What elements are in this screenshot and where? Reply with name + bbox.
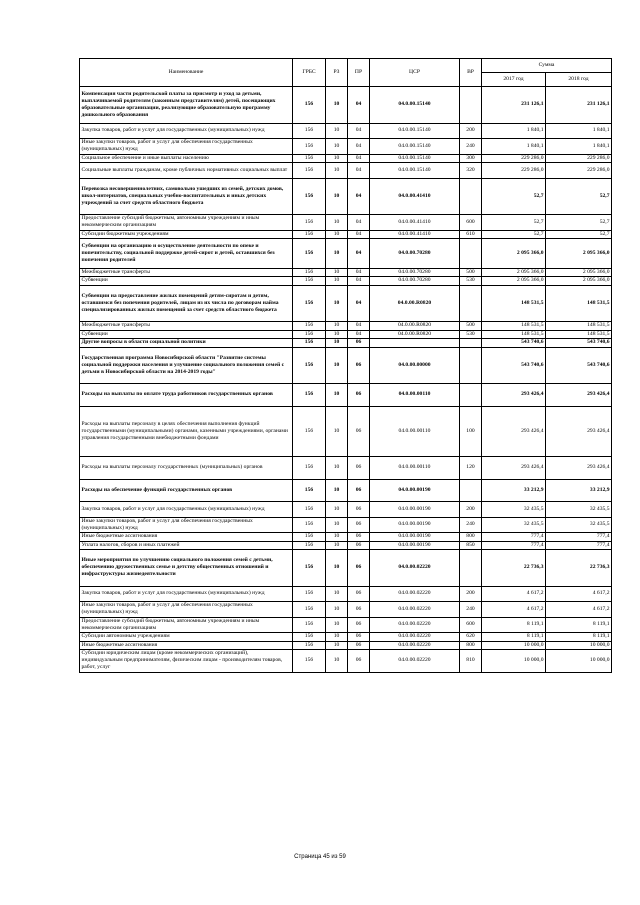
row-pr: 06 bbox=[348, 550, 370, 587]
row-sum-2017: 543 740,6 bbox=[482, 347, 546, 384]
row-csr: 04.0.00.R0820 bbox=[370, 330, 460, 339]
row-grbs: 156 bbox=[293, 541, 326, 550]
row-grbs: 156 bbox=[293, 277, 326, 286]
row-csr: 04.0.00.15140 bbox=[370, 139, 460, 155]
row-sum-2018: 293 426,4 bbox=[546, 384, 612, 407]
row-rz: 10 bbox=[326, 479, 348, 502]
header-2018: 2018 год bbox=[546, 73, 612, 87]
row-sum-2017: 8 119,1 bbox=[482, 633, 546, 642]
row-name: Субвенции bbox=[80, 330, 293, 339]
row-rz: 10 bbox=[326, 239, 348, 269]
row-sum-2018: 543 740,6 bbox=[546, 339, 612, 348]
row-csr: 04.0.00.00190 bbox=[370, 502, 460, 518]
row-csr: 04.0.00.00190 bbox=[370, 479, 460, 502]
row-sum-2017: 22 736,3 bbox=[482, 550, 546, 587]
row-name: Расходы на выплаты персоналу в целях обеспечения выполнения функций государственными (муниципальными) органами, казенными учреждениями, органами управления государственными внебюджетными фондами bbox=[80, 406, 293, 457]
row-sum-2018: 231 126,1 bbox=[546, 87, 612, 124]
row-grbs: 156 bbox=[293, 339, 326, 348]
row-vr: 530 bbox=[460, 330, 482, 339]
header-rz: РЗ bbox=[326, 59, 348, 87]
row-pr: 04 bbox=[348, 178, 370, 215]
row-rz: 10 bbox=[326, 285, 348, 322]
row-sum-2018: 52,7 bbox=[546, 178, 612, 215]
row-sum-2018: 229 286,0 bbox=[546, 163, 612, 179]
row-vr: 240 bbox=[460, 602, 482, 618]
row-grbs: 156 bbox=[293, 322, 326, 331]
row-grbs: 156 bbox=[293, 617, 326, 633]
row-sum-2018: 148 531,5 bbox=[546, 322, 612, 331]
row-pr: 06 bbox=[348, 457, 370, 480]
header-vr: ВР bbox=[460, 59, 482, 87]
row-grbs: 156 bbox=[293, 123, 326, 139]
row-csr: 04.0.00.02220 bbox=[370, 602, 460, 618]
row-name: Предоставление субсидий бюджетным, автономным учреждениям и иным некоммерческим организациям bbox=[80, 215, 293, 231]
row-sum-2017: 4 617,2 bbox=[482, 586, 546, 602]
row-sum-2017: 32 435,5 bbox=[482, 502, 546, 518]
row-csr: 04.0.00.00190 bbox=[370, 541, 460, 550]
table-row bbox=[80, 617, 612, 633]
row-rz: 10 bbox=[326, 406, 348, 457]
table-row bbox=[80, 139, 612, 155]
row-vr: 320 bbox=[460, 163, 482, 179]
row-name: Субвенции bbox=[80, 277, 293, 286]
row-rz: 10 bbox=[326, 277, 348, 286]
header-sum: Сумма bbox=[482, 59, 612, 73]
row-vr: 100 bbox=[460, 406, 482, 457]
row-sum-2018: 8 119,1 bbox=[546, 633, 612, 642]
row-sum-2017: 148 531,5 bbox=[482, 285, 546, 322]
row-rz: 10 bbox=[326, 533, 348, 542]
row-csr: 04.0.00.70280 bbox=[370, 268, 460, 277]
row-rz: 10 bbox=[326, 457, 348, 480]
row-csr: 04.0.00.00110 bbox=[370, 457, 460, 480]
table-row bbox=[80, 586, 612, 602]
table-row bbox=[80, 87, 612, 124]
row-vr bbox=[460, 339, 482, 348]
row-sum-2017: 2 095 366,0 bbox=[482, 239, 546, 269]
row-pr: 06 bbox=[348, 650, 370, 673]
row-vr bbox=[460, 285, 482, 322]
row-sum-2017: 293 426,4 bbox=[482, 457, 546, 480]
header-grbs: ГРБС bbox=[293, 59, 326, 87]
row-name: Социальное обеспечение и иные выплаты населению bbox=[80, 154, 293, 163]
row-name: Предоставление субсидий бюджетным, автономным учреждениям и иным некоммерческим организациям bbox=[80, 617, 293, 633]
row-grbs: 156 bbox=[293, 502, 326, 518]
table-row bbox=[80, 347, 612, 384]
row-pr: 06 bbox=[348, 617, 370, 633]
row-rz: 10 bbox=[326, 330, 348, 339]
row-pr: 04 bbox=[348, 239, 370, 269]
row-vr: 200 bbox=[460, 502, 482, 518]
row-rz: 10 bbox=[326, 163, 348, 179]
table-row bbox=[80, 330, 612, 339]
table-row bbox=[80, 339, 612, 348]
row-sum-2017: 10 000,0 bbox=[482, 650, 546, 673]
row-vr: 240 bbox=[460, 139, 482, 155]
table-row bbox=[80, 215, 612, 231]
row-sum-2017: 4 617,2 bbox=[482, 602, 546, 618]
table-row bbox=[80, 533, 612, 542]
row-pr: 04 bbox=[348, 330, 370, 339]
row-name: Закупка товаров, работ и услуг для государственных (муниципальных) нужд bbox=[80, 502, 293, 518]
row-name: Иные бюджетные ассигнования bbox=[80, 641, 293, 650]
row-sum-2018: 52,7 bbox=[546, 215, 612, 231]
row-sum-2017: 777,4 bbox=[482, 533, 546, 542]
row-grbs: 156 bbox=[293, 602, 326, 618]
row-pr: 04 bbox=[348, 322, 370, 331]
row-rz: 10 bbox=[326, 347, 348, 384]
row-csr: 04.0.00.02220 bbox=[370, 550, 460, 587]
table-row bbox=[80, 268, 612, 277]
row-sum-2017: 52,7 bbox=[482, 215, 546, 231]
row-vr bbox=[460, 384, 482, 407]
row-sum-2018: 293 426,4 bbox=[546, 406, 612, 457]
row-grbs: 156 bbox=[293, 586, 326, 602]
row-rz: 10 bbox=[326, 586, 348, 602]
table-row bbox=[80, 502, 612, 518]
row-pr: 04 bbox=[348, 285, 370, 322]
row-name: Расходы на обеспечение функций государственных органов bbox=[80, 479, 293, 502]
row-sum-2018: 52,7 bbox=[546, 230, 612, 239]
table-row bbox=[80, 163, 612, 179]
row-sum-2018: 4 617,2 bbox=[546, 602, 612, 618]
row-name: Межбюджетные трансферты bbox=[80, 322, 293, 331]
row-rz: 10 bbox=[326, 154, 348, 163]
table-row bbox=[80, 178, 612, 215]
row-pr: 04 bbox=[348, 139, 370, 155]
row-sum-2018: 8 119,1 bbox=[546, 617, 612, 633]
table-row bbox=[80, 230, 612, 239]
row-rz: 10 bbox=[326, 541, 348, 550]
row-csr: 04.0.00.00110 bbox=[370, 406, 460, 457]
row-sum-2018: 229 286,0 bbox=[546, 154, 612, 163]
row-csr: 04.0.00.02220 bbox=[370, 586, 460, 602]
row-rz: 10 bbox=[326, 633, 348, 642]
row-grbs: 156 bbox=[293, 633, 326, 642]
row-grbs: 156 bbox=[293, 347, 326, 384]
row-name: Компенсация части родительской платы за присмотр и уход за детьми, выплачиваемой родителям (законным представителям) детей, посещающих образовательные организации, реализующие образовательную программу дошкольного образования bbox=[80, 87, 293, 124]
row-sum-2018: 4 617,2 bbox=[546, 586, 612, 602]
row-rz: 10 bbox=[326, 139, 348, 155]
table-row bbox=[80, 239, 612, 269]
row-rz: 10 bbox=[326, 123, 348, 139]
row-rz: 10 bbox=[326, 517, 348, 533]
row-csr: 04.0.00.70280 bbox=[370, 239, 460, 269]
row-name: Расходы на выплаты персоналу государственных (муниципальных) органов bbox=[80, 457, 293, 480]
row-sum-2018: 543 740,6 bbox=[546, 347, 612, 384]
row-sum-2017: 229 286,0 bbox=[482, 163, 546, 179]
row-grbs: 156 bbox=[293, 641, 326, 650]
row-rz: 10 bbox=[326, 502, 348, 518]
row-sum-2018: 148 531,5 bbox=[546, 330, 612, 339]
row-vr: 530 bbox=[460, 277, 482, 286]
table-row bbox=[80, 277, 612, 286]
row-pr: 06 bbox=[348, 347, 370, 384]
row-sum-2017: 52,7 bbox=[482, 230, 546, 239]
row-grbs: 156 bbox=[293, 330, 326, 339]
row-name: Социальные выплаты гражданам, кроме публичных нормативных социальных выплат bbox=[80, 163, 293, 179]
row-sum-2018: 777,4 bbox=[546, 541, 612, 550]
row-sum-2017: 1 840,1 bbox=[482, 123, 546, 139]
row-csr: 04.0.00.41410 bbox=[370, 178, 460, 215]
row-name: Иные закупки товаров, работ и услуг для обеспечения государственных (муниципальных) нужд bbox=[80, 139, 293, 155]
row-name: Межбюджетные трансферты bbox=[80, 268, 293, 277]
page-number: Страница 45 из 59 bbox=[294, 854, 346, 860]
table-row bbox=[80, 602, 612, 618]
budget-sheet bbox=[79, 58, 611, 673]
row-csr: 04.0.00.02220 bbox=[370, 633, 460, 642]
row-name: Субвенции на организацию и осуществление деятельности по опеке и попечительству, социальной поддержке детей-сирот и детей, оставшихся без попечения родителей bbox=[80, 239, 293, 269]
row-name: Иные закупки товаров, работ и услуг для обеспечения государственных (муниципальных) нужд bbox=[80, 602, 293, 618]
row-vr: 800 bbox=[460, 641, 482, 650]
table-row bbox=[80, 650, 612, 673]
table-row bbox=[80, 550, 612, 587]
row-name: Субсидии автономным учреждениям bbox=[80, 633, 293, 642]
row-rz: 10 bbox=[326, 550, 348, 587]
row-name: Иные мероприятия по улучшению социального положения семей с детьми, обеспечению дружественных семье и детству общественных отношений и инфраструктуры жизнедеятельности bbox=[80, 550, 293, 587]
row-grbs: 156 bbox=[293, 550, 326, 587]
row-csr: 04.0.00.15140 bbox=[370, 87, 460, 124]
row-pr: 06 bbox=[348, 641, 370, 650]
row-vr: 620 bbox=[460, 633, 482, 642]
row-sum-2018: 10 000,0 bbox=[546, 641, 612, 650]
row-name: Государственная программа Новосибирской области "Развитие системы социальной поддержки населения и улучшение социального положения семей с детьми в Новосибирской области на 2014-2019 годы" bbox=[80, 347, 293, 384]
row-vr: 240 bbox=[460, 517, 482, 533]
row-grbs: 156 bbox=[293, 517, 326, 533]
row-sum-2018: 32 435,5 bbox=[546, 517, 612, 533]
table-body bbox=[80, 87, 612, 673]
table-row bbox=[80, 406, 612, 457]
row-sum-2017: 2 095 366,0 bbox=[482, 277, 546, 286]
row-grbs: 156 bbox=[293, 285, 326, 322]
row-pr: 06 bbox=[348, 384, 370, 407]
row-rz: 10 bbox=[326, 617, 348, 633]
row-grbs: 156 bbox=[293, 457, 326, 480]
row-name: Закупка товаров, работ и услуг для государственных (муниципальных) нужд bbox=[80, 123, 293, 139]
row-vr: 200 bbox=[460, 123, 482, 139]
row-name: Уплата налогов, сборов и иных платежей bbox=[80, 541, 293, 550]
row-sum-2017: 1 840,1 bbox=[482, 139, 546, 155]
row-pr: 04 bbox=[348, 215, 370, 231]
row-name: Иные закупки товаров, работ и услуг для обеспечения государственных (муниципальных) нужд bbox=[80, 517, 293, 533]
table-row bbox=[80, 154, 612, 163]
row-vr bbox=[460, 550, 482, 587]
row-sum-2017: 543 740,6 bbox=[482, 339, 546, 348]
row-pr: 04 bbox=[348, 87, 370, 124]
row-pr: 06 bbox=[348, 517, 370, 533]
row-rz: 10 bbox=[326, 602, 348, 618]
row-grbs: 156 bbox=[293, 650, 326, 673]
row-csr: 04.0.00.00190 bbox=[370, 533, 460, 542]
row-csr: 04.0.00.R0820 bbox=[370, 285, 460, 322]
row-vr: 600 bbox=[460, 215, 482, 231]
row-sum-2018: 148 531,5 bbox=[546, 285, 612, 322]
row-pr: 04 bbox=[348, 268, 370, 277]
row-name: Субсидии юридическим лицам (кроме некоммерческих организаций), индивидуальным предпринимателям, физическим лицам - производителям товаров, работ, услуг bbox=[80, 650, 293, 673]
row-sum-2017: 8 119,1 bbox=[482, 617, 546, 633]
row-grbs: 156 bbox=[293, 215, 326, 231]
row-vr bbox=[460, 347, 482, 384]
row-vr: 610 bbox=[460, 230, 482, 239]
row-name: Субвенции на предоставление жилых помещений детям-сиротам и детям, оставшимся без попечения родителей, лицам из их числа по договорам найма специализированных жилых помещений за счет средств областного бюджета bbox=[80, 285, 293, 322]
row-pr: 06 bbox=[348, 541, 370, 550]
row-sum-2017: 32 435,5 bbox=[482, 517, 546, 533]
row-grbs: 156 bbox=[293, 87, 326, 124]
row-csr: 04.0.00.00000 bbox=[370, 347, 460, 384]
row-vr bbox=[460, 239, 482, 269]
table-row bbox=[80, 457, 612, 480]
row-sum-2018: 2 095 366,0 bbox=[546, 268, 612, 277]
row-grbs: 156 bbox=[293, 533, 326, 542]
row-sum-2018: 32 435,5 bbox=[546, 502, 612, 518]
row-pr: 06 bbox=[348, 586, 370, 602]
row-rz: 10 bbox=[326, 215, 348, 231]
row-sum-2017: 231 126,1 bbox=[482, 87, 546, 124]
row-sum-2018: 22 736,3 bbox=[546, 550, 612, 587]
row-pr: 06 bbox=[348, 602, 370, 618]
row-csr: 04.0.00.R0820 bbox=[370, 322, 460, 331]
row-name: Перевозка несовершеннолетних, самовольно ушедших из семей, детских домов, школ-интернатов, специальных учебно-воспитательных и иных детских учреждений за счет средств областного бюджета bbox=[80, 178, 293, 215]
row-rz: 10 bbox=[326, 230, 348, 239]
header-row bbox=[80, 59, 612, 73]
header-pr: ПР bbox=[348, 59, 370, 87]
row-rz: 10 bbox=[326, 87, 348, 124]
row-sum-2018: 33 212,9 bbox=[546, 479, 612, 502]
row-csr: 04.0.00.41410 bbox=[370, 230, 460, 239]
row-csr: 04.0.00.00110 bbox=[370, 384, 460, 407]
row-pr: 04 bbox=[348, 123, 370, 139]
row-grbs: 156 bbox=[293, 268, 326, 277]
row-sum-2017: 229 286,0 bbox=[482, 154, 546, 163]
row-sum-2017: 10 000,0 bbox=[482, 641, 546, 650]
row-name: Расходы на выплаты по оплате труда работников государственных органов bbox=[80, 384, 293, 407]
row-pr: 04 bbox=[348, 230, 370, 239]
row-name: Закупка товаров, работ и услуг для государственных (муниципальных) нужд bbox=[80, 586, 293, 602]
row-grbs: 156 bbox=[293, 139, 326, 155]
row-pr: 06 bbox=[348, 533, 370, 542]
budget-table bbox=[79, 58, 612, 673]
row-rz: 10 bbox=[326, 178, 348, 215]
row-grbs: 156 bbox=[293, 384, 326, 407]
row-rz: 10 bbox=[326, 384, 348, 407]
row-vr: 810 bbox=[460, 650, 482, 673]
row-sum-2018: 2 095 366,0 bbox=[546, 239, 612, 269]
row-sum-2017: 52,7 bbox=[482, 178, 546, 215]
row-pr: 04 bbox=[348, 277, 370, 286]
row-grbs: 156 bbox=[293, 230, 326, 239]
header-csr: ЦСР bbox=[370, 59, 460, 87]
row-sum-2018: 293 426,4 bbox=[546, 457, 612, 480]
row-sum-2018: 1 840,1 bbox=[546, 123, 612, 139]
row-sum-2017: 2 095 366,0 bbox=[482, 268, 546, 277]
row-vr: 600 bbox=[460, 617, 482, 633]
row-csr: 04.0.00.41410 bbox=[370, 215, 460, 231]
row-rz: 10 bbox=[326, 339, 348, 348]
row-sum-2017: 33 212,9 bbox=[482, 479, 546, 502]
table-row bbox=[80, 517, 612, 533]
row-csr: 04.0.00.00190 bbox=[370, 517, 460, 533]
row-csr: 04.0.00.15140 bbox=[370, 154, 460, 163]
row-grbs: 156 bbox=[293, 178, 326, 215]
row-name: Субсидии бюджетным учреждениям bbox=[80, 230, 293, 239]
row-sum-2017: 293 426,4 bbox=[482, 406, 546, 457]
row-csr: 04.0.00.70280 bbox=[370, 277, 460, 286]
table-row bbox=[80, 641, 612, 650]
row-grbs: 156 bbox=[293, 406, 326, 457]
row-pr: 06 bbox=[348, 479, 370, 502]
row-rz: 10 bbox=[326, 650, 348, 673]
table-row bbox=[80, 541, 612, 550]
row-vr: 300 bbox=[460, 154, 482, 163]
row-rz: 10 bbox=[326, 268, 348, 277]
row-vr bbox=[460, 87, 482, 124]
row-csr: 04.0.00.02220 bbox=[370, 641, 460, 650]
row-csr: 04.0.00.02220 bbox=[370, 617, 460, 633]
row-grbs: 156 bbox=[293, 163, 326, 179]
row-vr bbox=[460, 479, 482, 502]
table-row bbox=[80, 479, 612, 502]
row-grbs: 156 bbox=[293, 479, 326, 502]
row-sum-2018: 2 095 366,0 bbox=[546, 277, 612, 286]
row-vr: 500 bbox=[460, 322, 482, 331]
row-sum-2018: 10 000,0 bbox=[546, 650, 612, 673]
header-name: Наименование bbox=[80, 59, 293, 87]
row-csr: 04.0.00.02220 bbox=[370, 650, 460, 673]
row-sum-2017: 148 531,5 bbox=[482, 330, 546, 339]
row-csr: 04.0.00.15140 bbox=[370, 163, 460, 179]
row-vr bbox=[460, 178, 482, 215]
row-vr: 500 bbox=[460, 268, 482, 277]
row-sum-2018: 777,4 bbox=[546, 533, 612, 542]
row-sum-2018: 1 840,1 bbox=[546, 139, 612, 155]
row-vr: 850 bbox=[460, 541, 482, 550]
table-row bbox=[80, 322, 612, 331]
row-pr: 04 bbox=[348, 154, 370, 163]
row-vr: 800 bbox=[460, 533, 482, 542]
table-row bbox=[80, 633, 612, 642]
row-csr: 04.0.00.15140 bbox=[370, 123, 460, 139]
row-csr bbox=[370, 339, 460, 348]
row-vr: 200 bbox=[460, 586, 482, 602]
row-name: Иные бюджетные ассигнования bbox=[80, 533, 293, 542]
row-sum-2017: 293 426,4 bbox=[482, 384, 546, 407]
row-pr: 04 bbox=[348, 163, 370, 179]
row-pr: 06 bbox=[348, 502, 370, 518]
row-rz: 10 bbox=[326, 322, 348, 331]
header-2017: 2017 год bbox=[482, 73, 546, 87]
row-vr: 120 bbox=[460, 457, 482, 480]
row-rz: 10 bbox=[326, 641, 348, 650]
row-grbs: 156 bbox=[293, 239, 326, 269]
table-row bbox=[80, 384, 612, 407]
table-row bbox=[80, 285, 612, 322]
row-pr: 06 bbox=[348, 406, 370, 457]
row-sum-2017: 148 531,5 bbox=[482, 322, 546, 331]
row-sum-2017: 777,4 bbox=[482, 541, 546, 550]
row-pr: 06 bbox=[348, 339, 370, 348]
row-grbs: 156 bbox=[293, 154, 326, 163]
table-row bbox=[80, 123, 612, 139]
row-pr: 06 bbox=[348, 633, 370, 642]
row-name: Другие вопросы в области социальной политики bbox=[80, 339, 293, 348]
